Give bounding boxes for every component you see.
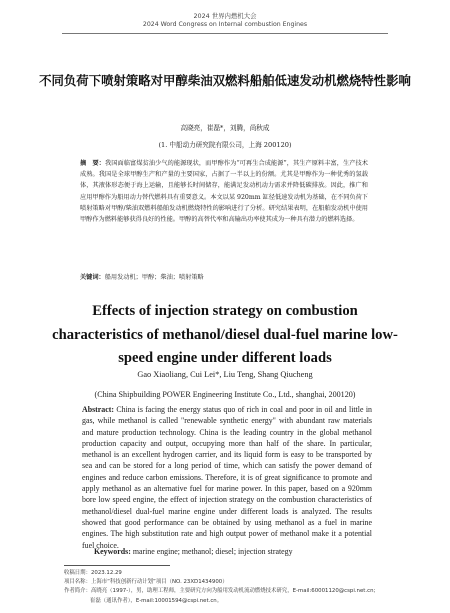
chinese-keywords (80, 272, 368, 281)
english-authors: Gao Xiaoliang, Cui Lei*, Liu Teng, Shang Qiucheng (137, 370, 313, 379)
english-abstract-label: Abstract: (82, 405, 114, 414)
footnote-corresponding-author: 崔磊（通讯作者），E-mail:10001594@cspi.net.cn。 (90, 597, 223, 604)
english-keywords-text: marine engine; methanol; diesel; injection strategy (132, 547, 293, 556)
chinese-title: 不同负荷下喷射策略对甲醇柴油双燃料船舶低速发动机燃烧特性影响 (39, 73, 411, 88)
chinese-abstract-label: 摘 要： (80, 160, 106, 167)
english-keywords-label: Keywords: (94, 547, 131, 556)
chinese-keywords-text: 船用发动机；甲醇；柴油；喷射策略 (104, 274, 204, 281)
running-head-rule (62, 33, 388, 34)
footnote-rule (64, 565, 170, 566)
english-abstract-text: China is facing the energy status quo of rich in coal and poor in oil and little in gas, while methanol is called "renewable synthetic energy" with abundant raw materials and mature production technology. China is the leading country in the global methanol production capacity and output, occupying more than half of the share. In particular, methanol is an excellent hydrogen carrier, and its liquid form is easy to be transported by sea and can be stored for a long period of time, which can satisfy the power demand of engines and reduce carbon emissions. Therefore, it is of great significance to promote and apply methanol as an alternative fuel for marine power. In this paper, based on a 920mm bore low speed engine, the effect of injection strategy on the combustion characteristics of methanol/diesel dual-fuel marine engine under different loads is analyzed. The results showed that good performance can be obtained by using methanol as a fuel in marine engines. The high substitution rate and high output power of methanol make it a potential fuel choice. (82, 405, 372, 550)
footnote-received-date: 收稿日期：2023.12.29 (64, 570, 122, 576)
chinese-keywords-label: 关键词： (80, 274, 105, 281)
english-affiliation: (China Shipbuilding POWER Engineering Institute Co., Ltd., shanghai, 200120) (94, 390, 356, 399)
chinese-affiliation: (1. 中船动力研究院有限公司，上海 200120) (158, 141, 292, 149)
english-keywords (94, 547, 384, 556)
english-title: Effects of injection strategy on combustion characteristics of methanol/diesel dual-fuel marine low-speed engine under different loads (52, 303, 398, 366)
footnote-author-bio: 作者简介：高晓亮（1997-），男，助理工程师，主要研究方向为船用发动机流动燃烧技术研究，E-mail:60001120@cspi.net.cn; (64, 588, 376, 595)
chinese-abstract-text: 我国面临富煤贫油少气的能源现状，而甲醇作为“可再生合成能源”，其生产原料丰富，生产技术成熟。我国是全球甲醇生产和产量的主要国家，占据了一半以上的份额。尤其是甲醇作为一种优秀的氢载体，其液体形态便于海上运输，且能够长时间储存，能满足发动机动力需求并降低碳排放。因此，推广和应用甲醇作为船用动力替代燃料具有重要意义。本文以某 920mm 缸径低速发动机为基础，在不同负荷下喷射策略对甲醇/柴油双燃料船舶发动机燃烧特性的影响进行了分析。研究结果表明，在船舶发动机中使用甲醇作为燃料能够获得良好的性能。甲醇的高替代率和高输出功率使其成为一种具有潜力的燃料选择。 (80, 160, 368, 224)
footnotes (64, 569, 404, 606)
footnote-project: 项目名称：上海市“科技创新行动计划”项目（NO. 23XD1434900） (64, 579, 228, 586)
english-abstract (82, 404, 372, 551)
chinese-abstract (80, 158, 368, 225)
chinese-authors: 高晓亮，崔磊*，刘腾，尚秋成 (180, 124, 270, 132)
running-head-cn: 2024 世界内燃机大会 (193, 12, 257, 20)
running-head-en: 2024 Word Congress on Internal combustion Engines (142, 21, 308, 28)
